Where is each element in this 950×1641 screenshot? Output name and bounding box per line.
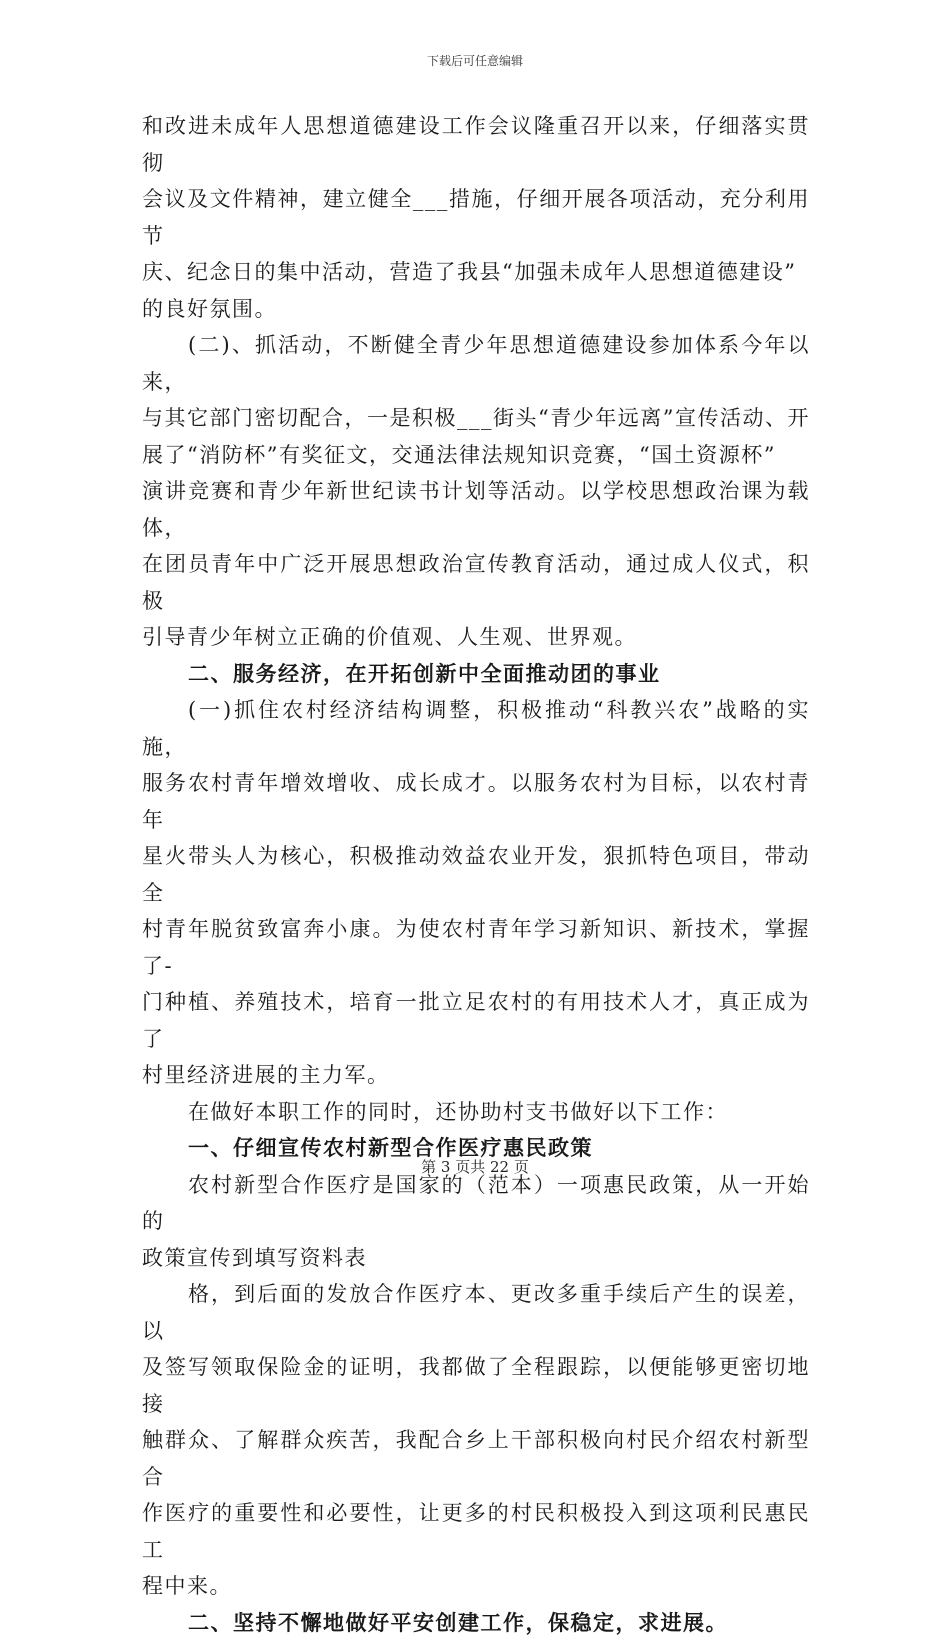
heading-line: 一、仔细宣传农村新型合作医疗惠民政策	[142, 1130, 810, 1167]
text-line: 农村新型合作医疗是国家的（范本）一项惠民政策，从一开始的	[142, 1167, 810, 1240]
page-header-note: 下载后可任意编辑	[0, 52, 950, 69]
paragraph-medical-policy	[142, 1167, 810, 1277]
paragraph-assist-work	[142, 1094, 810, 1131]
text-line: 村里经济进展的主力军。	[142, 1057, 810, 1094]
text-line: 在做好本职工作的同时，还协助村支书做好以下工作：	[142, 1094, 810, 1131]
paragraph-rural-economy	[142, 692, 810, 1094]
paragraph-intro-continuation	[142, 108, 810, 327]
text-line: 展了“消防杯”有奖征文，交通法律法规知识竞赛，“国土资源杯”	[142, 437, 810, 474]
text-line: 与其它部门密切配合，一是积极___街头“青少年远离”宣传活动、开	[142, 400, 810, 437]
text-line: (二)、抓活动，不断健全青少年思想道德建设参加体系今年以来，	[142, 327, 810, 400]
text-line: 的良好氛围。	[142, 291, 810, 328]
text-line: 会议及文件精神，建立健全___措施，仔细开展各项活动，充分利用节	[142, 181, 810, 254]
text-line: 门种植、养殖技术，培育一批立足农村的有用技术人才，真正成为了	[142, 984, 810, 1057]
text-line: 引导青少年树立正确的价值观、人生观、世界观。	[142, 619, 810, 656]
page-number-footer: 第 3 页共 22 页	[0, 1156, 950, 1177]
text-line: 演讲竞赛和青少年新世纪读书计划等活动。以学校思想政治课为载体，	[142, 473, 810, 546]
text-line: 格，到后面的发放合作医疗本、更改多重手续后产生的误差，以	[142, 1276, 810, 1349]
text-line: 服务农村青年增效增收、成长成才。以服务农村为目标，以农村青年	[142, 765, 810, 838]
text-line: 触群众、了解群众疾苦，我配合乡上干部积极向村民介绍农村新型合	[142, 1422, 810, 1495]
text-line: (一)抓住农村经济结构调整，积极推动“科教兴农”战略的实施，	[142, 692, 810, 765]
heading-line: 二、坚持不懈地做好平安创建工作，保稳定，求进展。	[142, 1605, 810, 1641]
document-body	[142, 108, 810, 1641]
heading-line: 二、服务经济，在开拓创新中全面推动团的事业	[142, 656, 810, 693]
text-line: 程中来。	[142, 1568, 810, 1605]
paragraph-activities	[142, 327, 810, 656]
text-line: 作医疗的重要性和必要性，让更多的村民积极投入到这项利民惠民工	[142, 1495, 810, 1568]
text-line: 及签写领取保险金的证明，我都做了全程跟踪，以便能够更密切地接	[142, 1349, 810, 1422]
text-line: 村青年脱贫致富奔小康。为使农村青年学习新知识、新技术，掌握了-	[142, 911, 810, 984]
text-line: 政策宣传到填写资料表	[142, 1240, 810, 1277]
text-line: 星火带头人为核心，积极推动效益农业开发，狠抓特色项目，带动全	[142, 838, 810, 911]
section-heading-safety	[142, 1605, 810, 1641]
paragraph-medical-process	[142, 1276, 810, 1605]
text-line: 和改进未成年人思想道德建设工作会议隆重召开以来，仔细落实贯彻	[142, 108, 810, 181]
text-line: 庆、纪念日的集中活动，营造了我县“加强未成年人思想道德建设”	[142, 254, 810, 291]
text-line: 在团员青年中广泛开展思想政治宣传教育活动，通过成人仪式，积极	[142, 546, 810, 619]
section-heading-economy	[142, 656, 810, 693]
